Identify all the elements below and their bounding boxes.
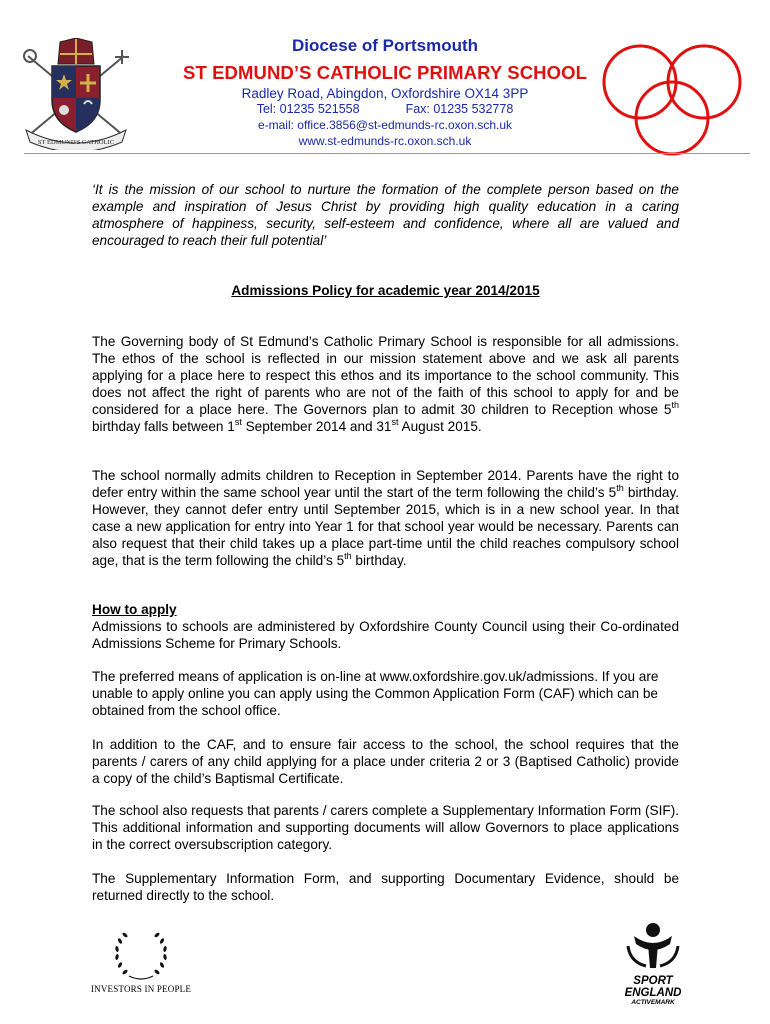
telephone-number: Tel: 01235 521558: [256, 102, 360, 116]
governing-body-paragraph: The Governing body of St Edmund’s Catholic Primary School is responsible for all admissions. The ethos of the school is reflected in our mission statement above and we ask all parents applying for a place here to respect this ethos and its importance to the school community. This does not affect the right of parents who are not of the faith of this school to apply for and be considered for a place here. The Governors plan to admit 30 children to Reception whose 5th birthday falls between 1st September 2014 and 31st August 2015.: [92, 334, 679, 434]
school-name-heading: ST EDMUND’S CATHOLIC PRIMARY SCHOOL: [183, 62, 587, 83]
header-divider: [24, 153, 750, 154]
sport-england-emblem-icon: [624, 920, 682, 970]
reception-entry-paragraph: The school normally admits children to Reception in September 2014. Parents have the right to defer entry within the same school year until the start of the term following the child’s 5th birthday. However, they cannot defer entry until September 2015, which is in a new school year. In that case a new application for entry into Year 1 for that school year would be necessary. Parents can also request that their child takes up a place part-time until the child reaches compulsory school age, that is the term following the child’s 5th birthday.: [92, 468, 680, 568]
baptismal-certificate-paragraph: In addition to the CAF, and to ensure fair access to the school, the school requires that the parents / carers of any child applying for a place under criteria 2 or 3 (Baptised Catholic) provide a copy of the child’s Baptismal Certificate.: [92, 737, 679, 786]
england-label: ENGLAND: [624, 987, 682, 999]
return-documents-paragraph: The Supplementary Information Form, and supporting Documentary Evidence, should be returned directly to the school.: [92, 871, 679, 903]
school-address: Radley Road, Abingdon, Oxfordshire OX14 3PP: [241, 86, 529, 101]
website-link[interactable]: www.st-edmunds-rc.oxon.sch.uk: [298, 134, 472, 148]
svg-text:ST EDMUND'S CATHOLIC: ST EDMUND'S CATHOLIC: [37, 139, 115, 146]
mission-statement: ‘It is the mission of our school to nurture the formation of the complete person based on the example and inspiration of Jesus Christ by providing high quality education in a caring atmosphere of happiness, security, self-esteem and confidence, where all are valued and encouraged to reach their full potential’: [92, 182, 679, 248]
contact-line: [130, 102, 640, 116]
school-crest-logo: [22, 38, 130, 150]
how-to-apply-heading: How to apply: [92, 602, 177, 617]
supplementary-form-paragraph: The school also requests that parents / carers complete a Supplementary Information Form (SIF). This additional information and supporting documents will allow Governors to place applications in the correct oversubscription category.: [92, 803, 679, 852]
how-to-apply-text: Admissions to schools are administered by Oxfordshire County Council using their Co-ordinated Admissions Scheme for Primary Schools.: [92, 619, 679, 651]
diocese-heading: Diocese of Portsmouth: [291, 36, 479, 55]
laurel-wreath-icon: [111, 926, 171, 982]
online-application-paragraph: The preferred means of application is on-line at www.oxfordshire.gov.uk/admissions. If you are unable to apply online you can apply using the Common Application Form (CAF) which can be obtained from the school office.: [92, 669, 659, 718]
policy-title: Admissions Policy for academic year 2014/2015: [231, 283, 540, 298]
sport-england-logo: [616, 920, 690, 1016]
how-to-apply-section: [92, 601, 679, 652]
email-address[interactable]: e-mail: office.3856@st-edmunds-rc.oxon.sch.uk: [257, 118, 513, 132]
sport-label: SPORT: [633, 975, 673, 987]
activemark-label: ACTIVEMARK: [631, 999, 675, 1006]
investors-in-people-logo: [86, 926, 196, 1006]
three-rings-logo: [592, 40, 750, 158]
fax-number: Fax: 01235 532778: [405, 102, 514, 116]
investors-in-people-label: INVESTORS IN PEOPLE: [90, 984, 192, 994]
